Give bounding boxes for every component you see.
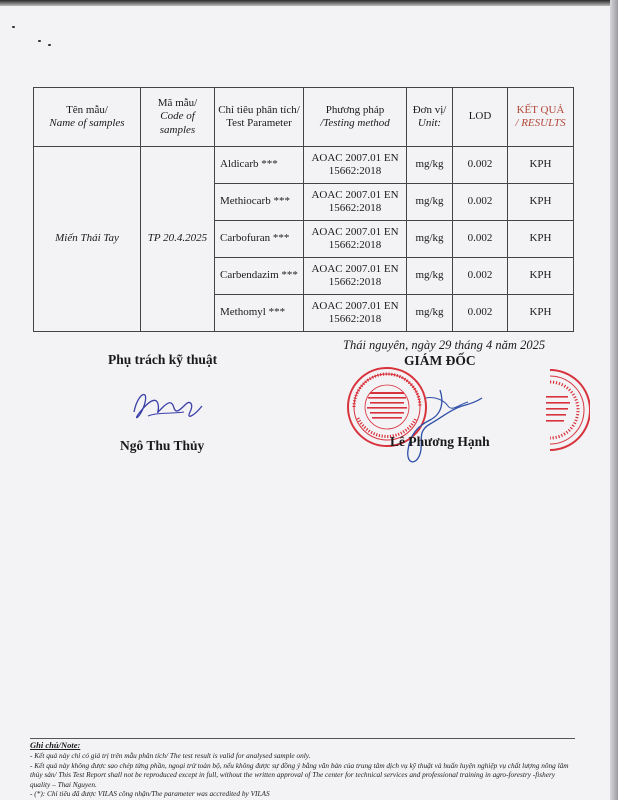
result-cell: KPH: [508, 184, 574, 221]
parameter-cell: Carbofuran ***: [215, 221, 304, 258]
partial-stamp: [540, 366, 590, 454]
director-signature: [390, 384, 490, 474]
method-cell: AOAC 2007.01 EN 15662:2018: [304, 258, 407, 295]
header-sample-code: Mã mẫu/ Code of samples: [141, 88, 215, 147]
sample-name-cell: Miến Thái Tay: [34, 147, 141, 332]
unit-cell: mg/kg: [407, 147, 453, 184]
lod-cell: 0.002: [453, 295, 508, 332]
parameter-cell: Carbendazim ***: [215, 258, 304, 295]
unit-cell: mg/kg: [407, 258, 453, 295]
header-results: KẾT QUẢ / RESULTS: [508, 88, 574, 147]
method-cell: AOAC 2007.01 EN 15662:2018: [304, 147, 407, 184]
method-cell: AOAC 2007.01 EN 15662:2018: [304, 184, 407, 221]
notes-section: [30, 740, 575, 798]
header-lod: LOD: [453, 88, 508, 147]
director-name: Lê Phương Hạnh: [390, 434, 490, 449]
header-unit: Đơn vị/ Unit:: [407, 88, 453, 147]
note-line: - (*): Chỉ tiêu đã được VILAS công nhận/The parameter was accredited by VILAS: [30, 788, 270, 798]
lod-cell: 0.002: [453, 221, 508, 258]
result-cell: KPH: [508, 295, 574, 332]
director-title: GIÁM ĐỐC: [404, 353, 476, 368]
technical-lead-signature: [128, 382, 208, 430]
header-method: Phương pháp /Testing method: [304, 88, 407, 147]
unit-cell: mg/kg: [407, 221, 453, 258]
lod-cell: 0.002: [453, 258, 508, 295]
note-line: - Kết quả này chỉ có giá trị trên mẫu phân tích/ The test result is valid for analysed sample only.: [30, 751, 311, 761]
scan-speck: [38, 40, 41, 42]
unit-cell: mg/kg: [407, 184, 453, 221]
result-cell: KPH: [508, 147, 574, 184]
lod-cell: 0.002: [453, 184, 508, 221]
table-row: [34, 147, 574, 184]
technical-lead-name: Ngô Thu Thủy: [120, 438, 205, 453]
parameter-cell: Methiocarb ***: [215, 184, 304, 221]
table-header-row: [34, 88, 574, 147]
notes-title: Ghi chú/Note:: [30, 740, 81, 750]
method-cell: AOAC 2007.01 EN 15662:2018: [304, 295, 407, 332]
header-parameter: Chỉ tiêu phân tích/ Test Parameter: [215, 88, 304, 147]
scan-speck: [48, 44, 51, 46]
unit-cell: mg/kg: [407, 295, 453, 332]
result-cell: KPH: [508, 258, 574, 295]
notes-divider: [30, 738, 575, 739]
scan-speck: [12, 26, 15, 28]
parameter-cell: Aldicarb ***: [215, 147, 304, 184]
result-cell: KPH: [508, 221, 574, 258]
header-sample-name: Tên mẫu/ Name of samples: [34, 88, 141, 147]
issue-date: Thái nguyên, ngày 29 tháng 4 năm 2025: [343, 338, 546, 352]
page-top-edge: [0, 0, 618, 6]
method-cell: AOAC 2007.01 EN 15662:2018: [304, 221, 407, 258]
parameter-cell: Methomyl ***: [215, 295, 304, 332]
sample-code-cell: TP 20.4.2025: [141, 147, 215, 332]
technical-lead-title: Phụ trách kỹ thuật: [108, 352, 218, 367]
note-line: - Kết quả này không được sao chép từng phần, ngoại trừ toàn bộ, nếu không được sự đồng ý bằng văn bản của trung tâm dịch vụ kỹ thuật và huấn luyện nghiệp vụ chất lượng nông lâm thủy sản/ This Test Report shall not be reproduced except in full, without the written approval of The center for technical services and professional training in agro-forestry -fishery quality – Thai Nguyen.: [30, 760, 569, 789]
results-table: [33, 87, 574, 332]
page-right-edge: [610, 0, 618, 800]
lod-cell: 0.002: [453, 147, 508, 184]
